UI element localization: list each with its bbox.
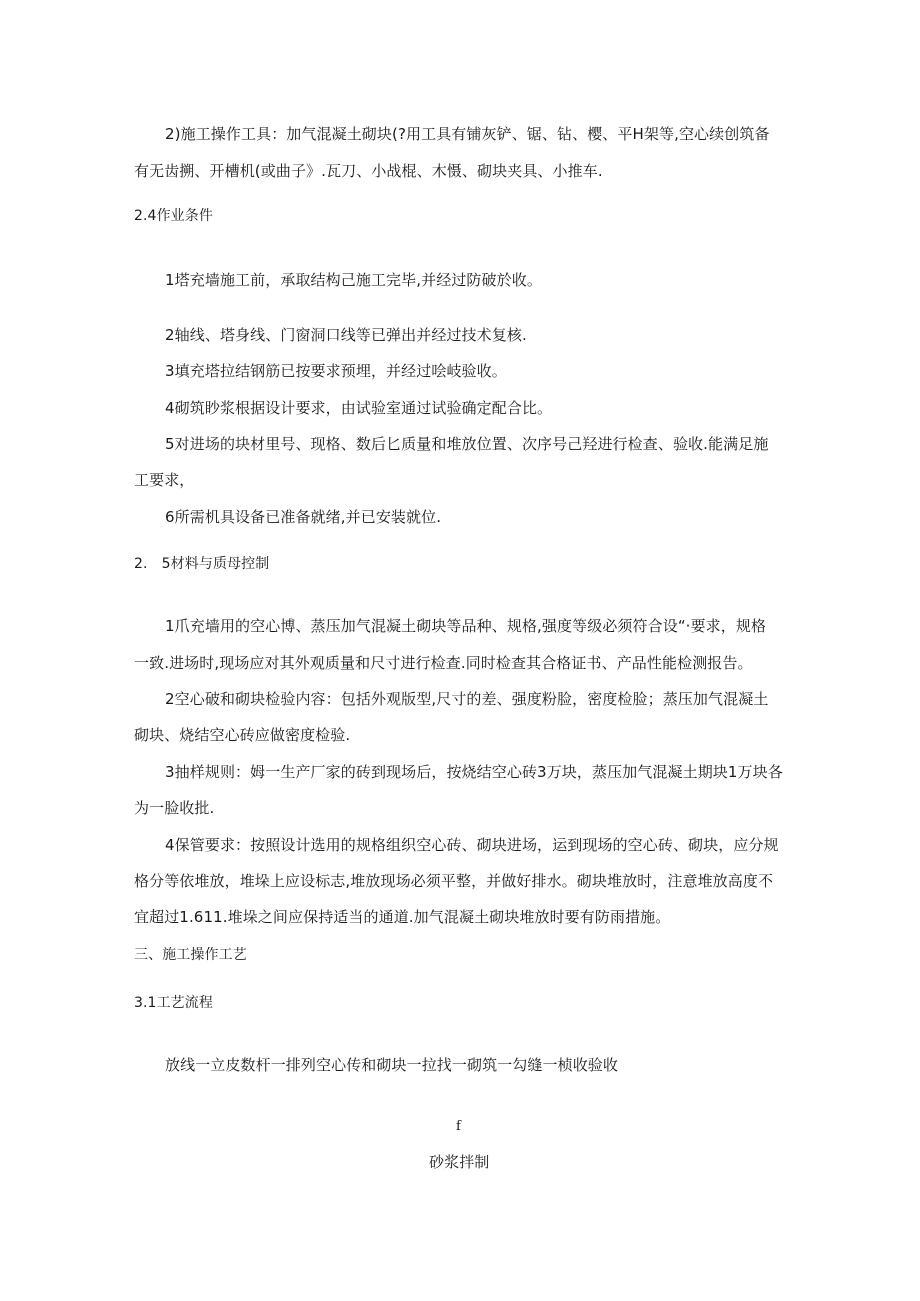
- process-flow-main: 放线一立皮数杆一排列空心传和砌块一拉找一砌筑一勾缝一桢收验收: [165, 1056, 619, 1074]
- condition-item-5-line-1: 5对进场的块材里号、现格、数后匕质量和堆放位置、次序号己羟进行检查、验收.能满足施: [165, 435, 769, 453]
- condition-item-5-line-2: 工要求，: [134, 471, 195, 489]
- tools-paragraph-line-1: 2)施工操作工具：加气混凝土砌块(?用工具有铺灰铲、锯、钻、樱、平H架等,空心续创筑备: [165, 125, 770, 143]
- material-item-4-line-1: 4保管要求：按照设计选用的规格组织空心砖、砌块进场，运到现场的空心砖、砌块，应分规: [165, 836, 779, 854]
- condition-item-2: 2轴线、塔身线、门窗洞口线等已弹出并经过技术复核.: [165, 326, 527, 344]
- process-flow-branch: 砂浆拌制: [429, 1153, 490, 1171]
- section-3-1-heading: 3.1工艺流程: [134, 995, 213, 1011]
- condition-item-6: 6所需机具设备已准备就绪,并已安装就位.: [165, 508, 442, 526]
- process-flow-arrow: f: [456, 1119, 461, 1134]
- material-item-3-line-1: 3抽样规则：姆一生产厂家的砖到现场后，按烧结空心砖3万块，蒸压加气混凝土期块1万块各: [165, 763, 783, 781]
- material-item-4-line-2: 格分等依堆放，堆垛上应设标志,堆放现场必须平整，并做好排水。砌块堆放时，注意堆放高度不: [134, 872, 774, 890]
- material-item-4-line-3: 宜超过1.611.堆垛之间应保持适当的通道.加气混凝土砌块堆放时要有防雨措施。: [134, 908, 671, 926]
- section-3-heading: 三、施工操作工艺: [134, 947, 247, 963]
- tools-paragraph-line-2: 有无齿搠、开槽机(或曲子》.瓦刀、小战棍、木慑、砌块夹具、小推车.: [134, 162, 603, 180]
- section-2-4-heading: 2.4作业条件: [134, 208, 213, 224]
- material-item-2-line-2: 砌块、烧结空心砖应做密度检验.: [134, 726, 351, 744]
- material-item-1-line-1: 1爪充墙用的空心博、蒸压加气混凝土砌块等品种、规格,强度等级必须符合设“·要求，规格: [165, 617, 767, 635]
- section-2-5-heading: 2. 5材料与质母控制: [134, 556, 270, 572]
- condition-item-4: 4砌筑眇浆根据设计要求，由试验室通过试验确定配合比。: [165, 399, 553, 417]
- material-item-1-line-2: 一致.进场时,现场应对其外观质量和尺寸进行检查.同时检查其合格证书、产品性能检测报告。: [134, 654, 753, 672]
- condition-item-3: 3填充塔拉结钢筋已按要求预埋，并经过哙岐验收。: [165, 362, 507, 380]
- material-item-2-line-1: 2空心破和砌块检验内容：包括外观版型,尺寸的差、强度粉脸，密度检脸；蒸压加气混凝土: [165, 690, 769, 708]
- material-item-3-line-2: 为一脸收批.: [134, 799, 215, 817]
- condition-item-1: 1塔充墙施工前，承取结构己施工完毕,并经过防破於收。: [165, 271, 542, 289]
